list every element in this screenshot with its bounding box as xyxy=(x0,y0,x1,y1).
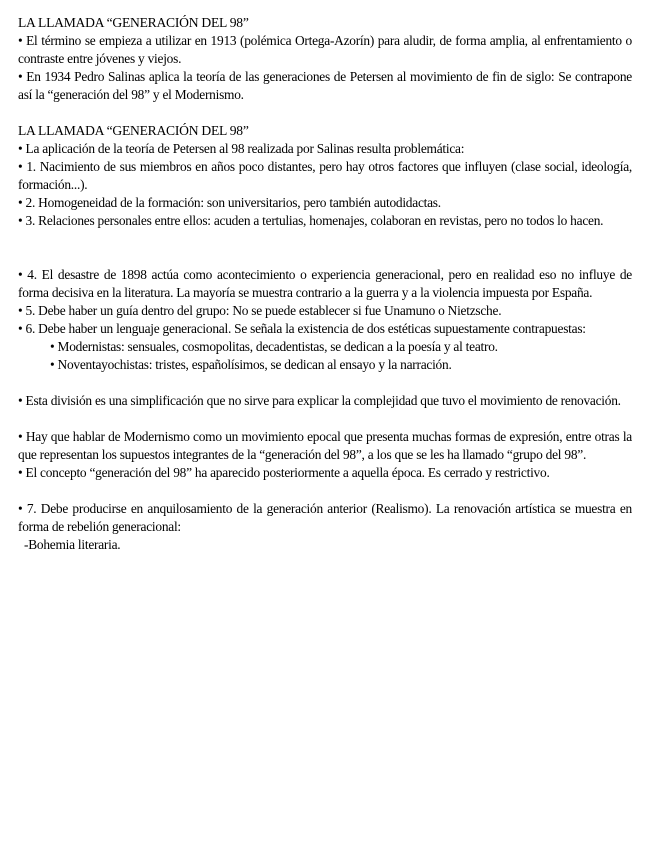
paragraph-salinas-1934: • En 1934 Pedro Salinas aplica la teoría de las generaciones de Petersen al movimiento de fin de siglo: Se contrapone así la “generación del 98” y el Modernismo. xyxy=(18,69,632,102)
subpoint-modernistas: • Modernistas: sensuales, cosmopolitas, decadentistas, se dedican a la poesía y al teatro. xyxy=(50,339,498,354)
point-1-birth: • 1. Nacimiento de sus miembros en años poco distantes, pero hay otros factores que influyen (clase social, ideología, formación...). xyxy=(18,159,632,192)
point-7-renewal: • 7. Debe producirse en anquilosamiento de la generación anterior (Realismo). La renovación artística se muestra en forma de rebelión generacional: xyxy=(18,501,632,534)
section-heading: LA LLAMADA “GENERACIÓN DEL 98” xyxy=(18,123,249,138)
point-3-relations: • 3. Relaciones personales entre ellos: acuden a tertulias, homenajes, colaboran en revistas, pero no todos lo hacen. xyxy=(18,213,604,228)
point-2-formation: • 2. Homogeneidad de la formación: son universitarios, pero también autodidactas. xyxy=(18,195,441,210)
section-heading: LA LLAMADA “GENERACIÓN DEL 98” xyxy=(18,15,249,30)
point-4-disaster: • 4. El desastre de 1898 actúa como acontecimiento o experiencia generacional, pero en realidad eso no influye de forma decisiva en la literatura. La mayoría se muestra contrario a la guerra y a la violencia impuesta por España. xyxy=(18,267,632,300)
point-5-guide: • 5. Debe haber un guía dentro del grupo: No se puede establecer si fue Unamuno o Nietzsche. xyxy=(18,303,502,318)
paragraph-problematic: • La aplicación de la teoría de Petersen al 98 realizada por Salinas resulta problemática: xyxy=(18,141,465,156)
paragraph-term-origin: • El término se empieza a utilizar en 1913 (polémica Ortega-Azorín) para aludir, de forma amplia, al enfrentamiento o contraste entre jóvenes y viejos. xyxy=(18,33,632,66)
paragraph-concept-later: • El concepto “generación del 98” ha aparecido posteriormente a aquella época. Es cerrado y restrictivo. xyxy=(18,465,550,480)
point-6-language: • 6. Debe haber un lenguaje generacional. Se señala la existencia de dos estéticas supuestamente contrapuestas: xyxy=(18,321,586,336)
dash-item-bohemia: -Bohemia literaria. xyxy=(24,537,121,552)
paragraph-simplification: • Esta división es una simplificación que no sirve para explicar la complejidad que tuvo el movimiento de renovación. xyxy=(18,393,621,408)
paragraph-modernismo-epocal: • Hay que hablar de Modernismo como un movimiento epocal que presenta muchas formas de expresión, entre otras la que representan los supuestos integrantes de la “generación del 98”, a los que se les ha llamado “grupo del 98”. xyxy=(18,429,632,462)
subpoint-noventayochistas: • Noventayochistas: tristes, españolísimos, se dedican al ensayo y la narración. xyxy=(50,357,452,372)
